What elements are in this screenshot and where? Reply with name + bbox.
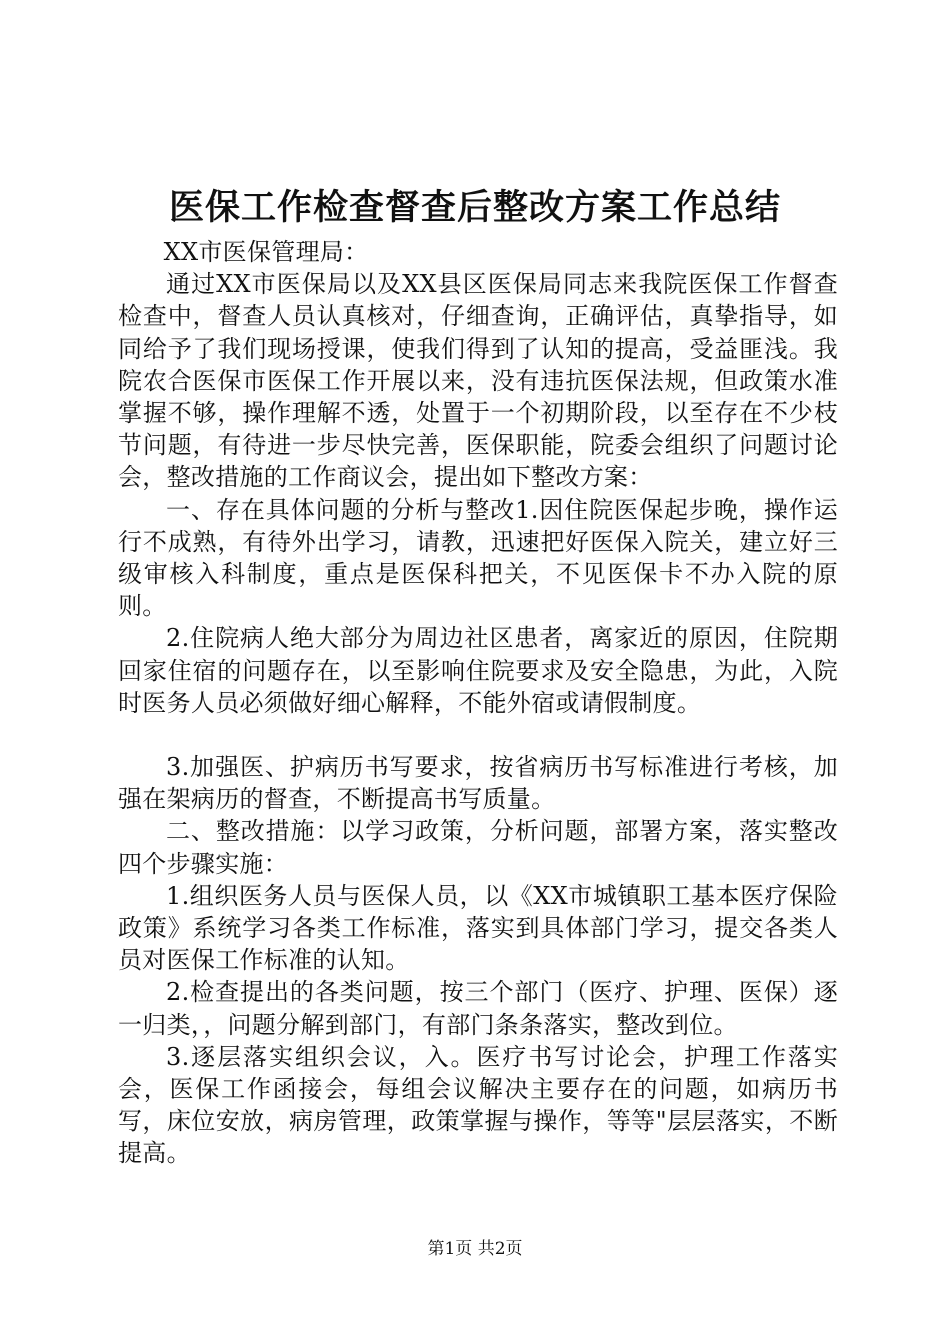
- paragraph-section-one: 一、存在具体问题的分析与整改1.因住院医保起步晚，操作运行不成熟，有待外出学习，请教，迅速把好医保入院关，建立好三级审核入科制度，重点是医保科把关，不见医保卡不办入院的原则。: [118, 495, 838, 621]
- paragraph-measure-1: 1.组织医务人员与医保人员，以《XX市城镇职工基本医疗保险政策》系统学习各类工作标准，落实到具体部门学习，提交各类人员对医保工作标准的认知。: [118, 881, 838, 975]
- paragraph-item-3: 3.加强医、护病历书写要求，按省病历书写标准进行考核，加强在架病历的督查，不断提高书写质量。: [118, 753, 838, 814]
- paragraph-section-two: 二、整改措施：以学习政策，分析问题，部署方案，落实整改四个步骤实施：: [118, 817, 838, 878]
- paragraph-item-2: 2.住院病人绝大部分为周边社区患者，离家近的原因，住院期回家住宿的问题存在，以至影响住院要求及安全隐患，为此，入院时医务人员必须做好细心解释，不能外宿或请假制度。: [118, 624, 838, 717]
- paragraph-measure-3: 3.逐层落实组织会议，入。医疗书写讨论会，护理工作落实会，医保工作函接会，每组会议解决主要存在的问题，如病历书写，床位安放，病房管理，政策掌握与操作，等等"层层落实，不断提高。: [118, 1042, 838, 1168]
- document-title: 医保工作检查督查后整改方案工作总结: [168, 187, 781, 228]
- page-indicator: 第1页 共2页: [427, 1239, 523, 1259]
- salutation: XX市医保管理局：: [163, 238, 369, 266]
- paragraph-measure-2: 2.检查提出的各类问题，按三个部门（医疗、护理、医保）逐一归类，，问题分解到部门，有部门条条落实，整改到位。: [118, 978, 838, 1039]
- intro-paragraph: 通过XX市医保局以及XX县区医保局同志来我院医保工作督查检查中，督查人员认真核对，仔细查询，正确评估，真挚指导，如同给予了我们现场授课，使我们得到了认知的提高，受益匪浅。我院农合医保市医保工作开展以来，没有违抗医保法规，但政策水准掌握不够，操作理解不透，处置于一个初期阶段，以至存在不少枝节问题，有待进一步尽快完善，医保职能，院委会组织了问题讨论会，整改措施的工作商议会，提出如下整改方案：: [118, 270, 838, 492]
- document-body: [118, 236, 838, 1170]
